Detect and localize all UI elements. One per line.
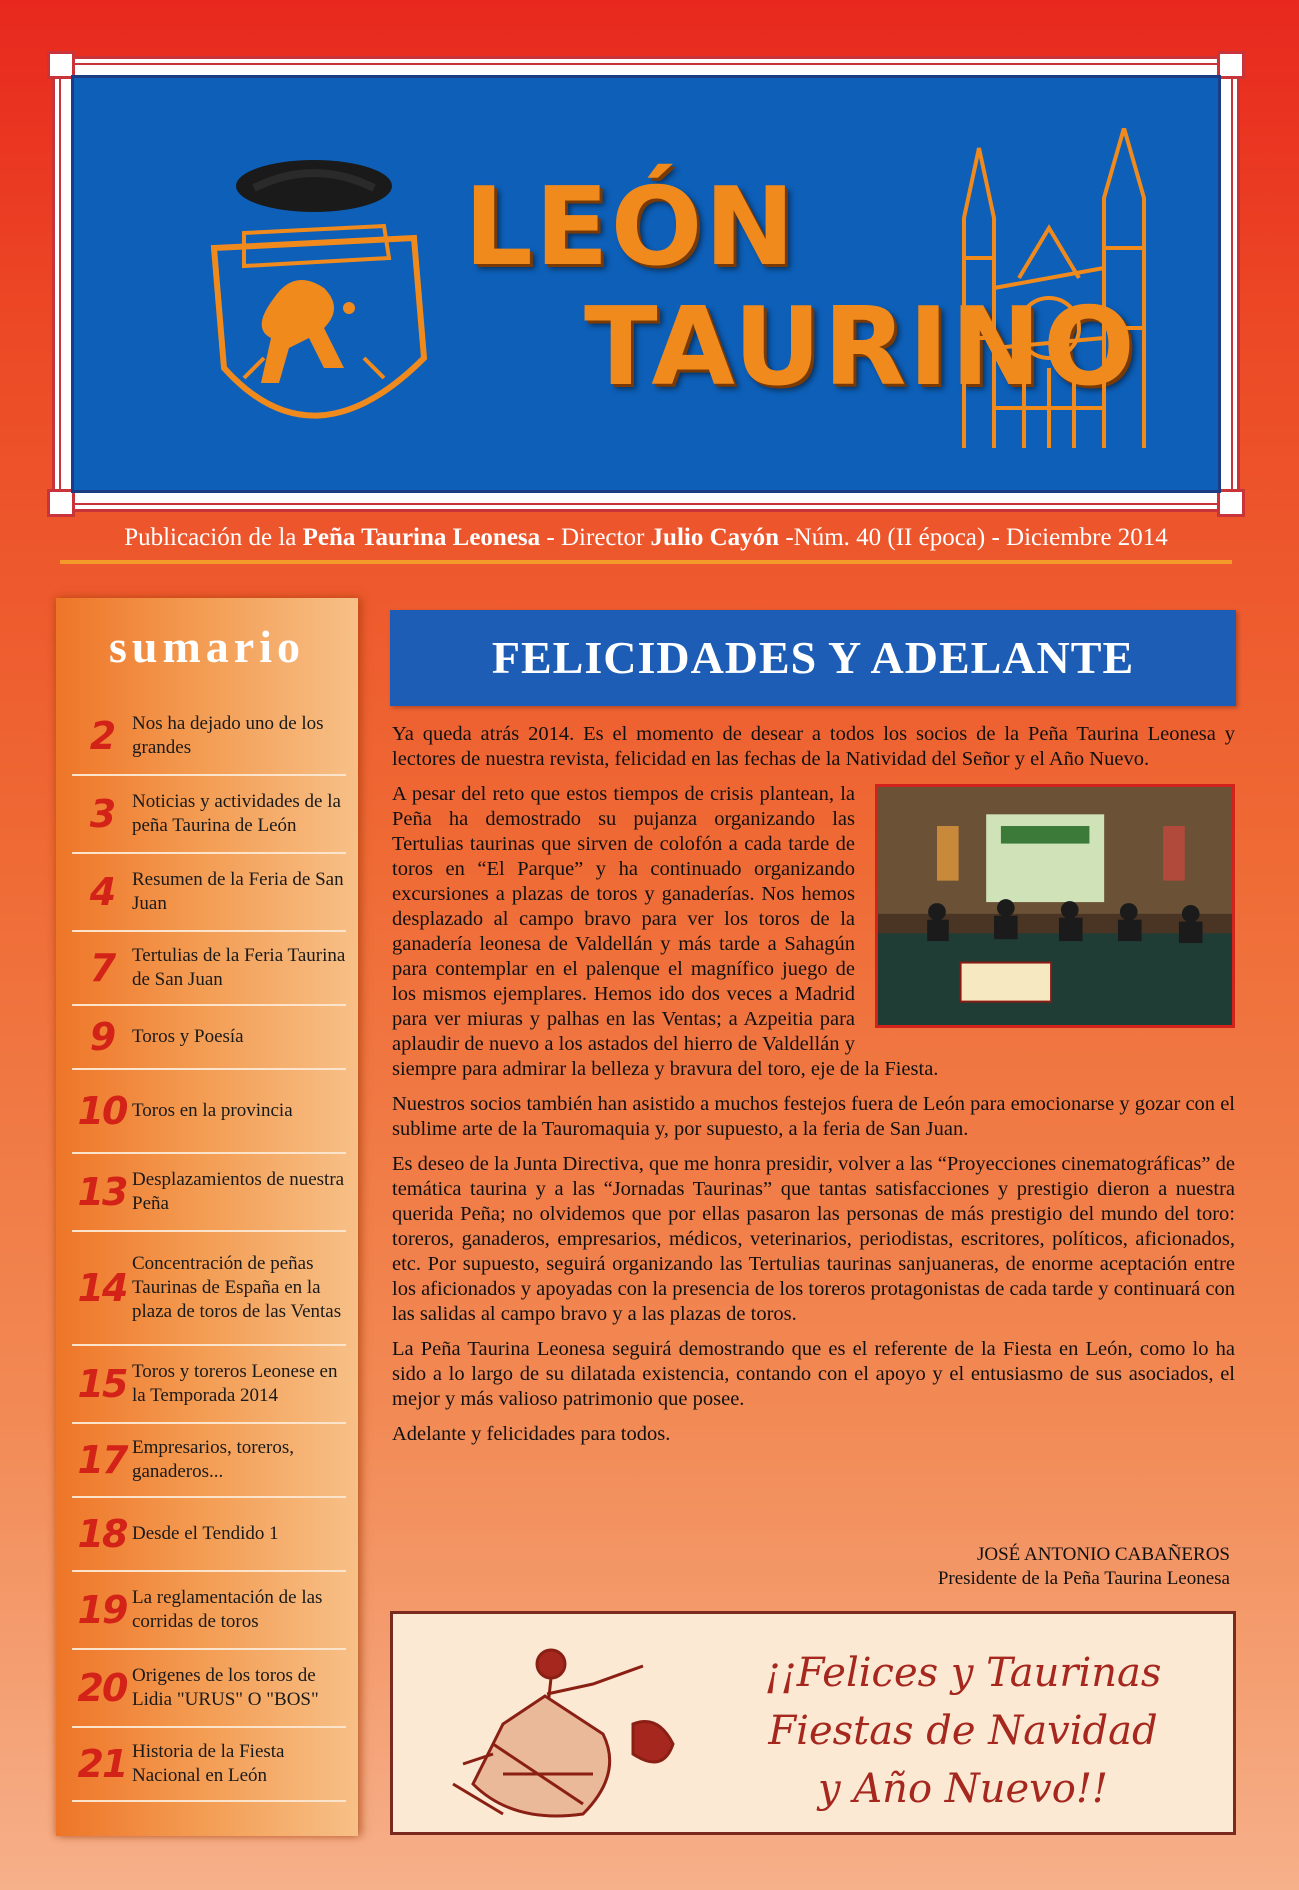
signature-role: Presidente de la Peña Taurina Leonesa <box>937 1568 1230 1589</box>
sumario-page-number: 14 <box>77 1266 127 1310</box>
article-paragraph: Ya queda atrás 2014. Es el momento de desear a todos los socios de la Peña Taurina Leonesa y lectores de nuestra revista, felicidad en las fechas de la Natividad del Señor y el Año Nuevo. <box>392 723 1235 770</box>
sumario-item-text: Toros y toreros Leonese en la Temporada 2014 <box>132 1361 338 1406</box>
pub-director: Julio Cayón <box>650 524 780 551</box>
frame-corner <box>1217 51 1245 79</box>
sumario-page-number: 18 <box>77 1512 127 1556</box>
sumario-page-number: 7 <box>89 946 115 990</box>
signature <box>900 1543 1230 1591</box>
sumario-item-text: Tertulias de la Feria Taurina de San Juan <box>132 945 346 990</box>
sumario-item <box>72 1006 346 1070</box>
frame-corner <box>1217 489 1245 517</box>
sumario-page-number: 2 <box>89 714 115 758</box>
sumario-item <box>72 1070 346 1154</box>
sumario-item <box>72 698 346 776</box>
sumario-item <box>72 854 346 932</box>
event-photo <box>875 784 1235 1028</box>
article-paragraph: La Peña Taurina Leonesa seguirá demostrando que es el referente de la Fiesta en León, como lo ha sido a lo largo de su dilatada existencia, contando con el apoyo y el entusiasmo de sus asociados, el mejor y más valioso patrimonio que posee. <box>392 1338 1235 1410</box>
sumario-page-number: 10 <box>77 1089 127 1133</box>
article-title: FELICIDADES Y ADELANTE <box>390 610 1236 706</box>
frame-corner <box>47 489 75 517</box>
masthead-panel <box>71 75 1221 493</box>
sumario-item-text: Concentración de peñas Taurinas de España en la plaza de toros de las Ventas <box>132 1253 342 1322</box>
masthead <box>52 56 1240 512</box>
sumario-item <box>72 776 346 854</box>
sumario-page-number: 13 <box>77 1170 127 1214</box>
sumario-item <box>72 1728 346 1802</box>
article-paragraph: A pesar del reto que estos tiempos de crisis plantean, la Peña ha demostrado su pujanza organizando las Tertulias taurinas que sirven de colofón a cada tarde de toros en “El Parque” y ha continuado organizando excursiones a plazas de toros y ganaderías. Nos hemos desplazado al campo bravo para ver los toros de la ganadería leonesa de Valdellán y más tarde a Sahagún para contemplar en el palenque el magnífico juego de los mismos ejemplares. Hemos ido dos veces a Madrid para ver miuras y palhas en las Ventas; a Azpeitia para aplaudir de nuevo a los astados del hierro de Valdellán y siempre para admirar la belleza y bravura del toro, eje de la Fiesta. <box>392 783 939 1080</box>
article-body <box>392 722 1235 1457</box>
sumario-item-text: Desplazamientos de nuestra Peña <box>132 1169 345 1214</box>
sumario-item-text: Noticias y actividades de la peña Taurina de León <box>132 791 341 836</box>
sumario-item-text: Toros y Poesía <box>132 1026 244 1047</box>
sumario-sidebar <box>56 598 358 1836</box>
sumario-item-text: Origenes de los toros de Lidia "URUS" O "BOS" <box>132 1665 319 1710</box>
sumario-item <box>72 1154 346 1232</box>
sumario-item <box>72 1232 346 1346</box>
sumario-item <box>72 1424 346 1498</box>
sumario-item-text: Empresarios, toreros, ganaderos... <box>132 1437 294 1482</box>
sumario-page-number: 9 <box>89 1015 115 1059</box>
sumario-page-number: 19 <box>77 1588 127 1632</box>
logo-line-1: LEÓN <box>464 165 797 290</box>
pub-organization: Peña Taurina Leonesa <box>302 524 541 551</box>
publication-info <box>60 524 1232 564</box>
coat-of-arms-icon <box>184 148 444 448</box>
sumario-item-text: Resumen de la Feria de San Juan <box>132 869 344 914</box>
article-paragraph: Adelante y felicidades para todos. <box>392 1423 671 1445</box>
signature-name: JOSÉ ANTONIO CABAÑEROS <box>976 1544 1230 1565</box>
sumario-item <box>72 1498 346 1572</box>
photo-illustration <box>878 787 1232 1025</box>
article-paragraph: Nuestros socios también han asistido a muchos festejos fuera de León para emocionarse y gozar con el sublime arte de la Tauromaquia y, por supuesto, a la feria de San Juan. <box>392 1093 1235 1140</box>
sumario-item-text: Historia de la Fiesta Nacional en León <box>132 1741 285 1786</box>
sumario-page-number: 3 <box>89 792 115 836</box>
sumario-page-number: 4 <box>89 870 115 914</box>
greeting-box <box>390 1611 1236 1835</box>
article-paragraph: Es deseo de la Junta Directiva, que me honra presidir, volver a las “Proyecciones cinematográficas” de temática taurina y a las “Jornadas Taurinas” que tantas satisfacciones y prestigio dieron a nuestra querida Peña; no olvidemos que por ellas pasaron las personas de más prestigio del mundo del toro: toreros, ganaderos, empresarios, médicos, veterinarios, periodistas, escritores, políticos, aficionados, etc. Por supuesto, seguirá organizando las Tertulias taurinas sanjuaneras, de enorme aceptación entre los aficionados y apoyadas con la presencia de los toreros protagonistas de cada tarde y continuará con las salidas al campo bravo y a las plazas de toros. <box>392 1153 1235 1325</box>
pub-prefix: Publicación de la <box>124 524 303 551</box>
sumario-item-text: Toros en la provincia <box>132 1100 293 1121</box>
sumario-item-text: La reglamentación de las corridas de toros <box>132 1587 323 1632</box>
matador-icon <box>433 1624 703 1829</box>
sumario-page-number: 15 <box>77 1362 127 1406</box>
pub-director-label: - Director <box>540 524 651 551</box>
sumario-page-number: 20 <box>77 1666 127 1710</box>
sumario-item-text: Desde el Tendido 1 <box>132 1523 279 1544</box>
greeting-line-1: ¡¡Felices y Taurinas <box>764 1650 1162 1696</box>
cathedral-icon <box>924 128 1174 448</box>
sumario-item <box>72 932 346 1006</box>
logo-line-2: TAURINO <box>584 285 1137 410</box>
greeting-line-2: Fiestas de Navidad <box>768 1708 1158 1754</box>
pub-issue: -Núm. 40 (II época) - Diciembre 2014 <box>779 524 1168 551</box>
sumario-item <box>72 1346 346 1424</box>
sumario-page-number: 21 <box>77 1742 127 1786</box>
sumario-list <box>72 698 346 1802</box>
sumario-item <box>72 1572 346 1650</box>
greeting-line-3: y Año Nuevo!! <box>817 1766 1109 1812</box>
greeting-message <box>753 1644 1173 1818</box>
sumario-item-text: Nos ha dejado uno de los grandes <box>132 713 324 758</box>
sumario-item <box>72 1650 346 1728</box>
sumario-page-number: 17 <box>77 1438 127 1482</box>
sumario-title: sumario <box>109 621 305 672</box>
